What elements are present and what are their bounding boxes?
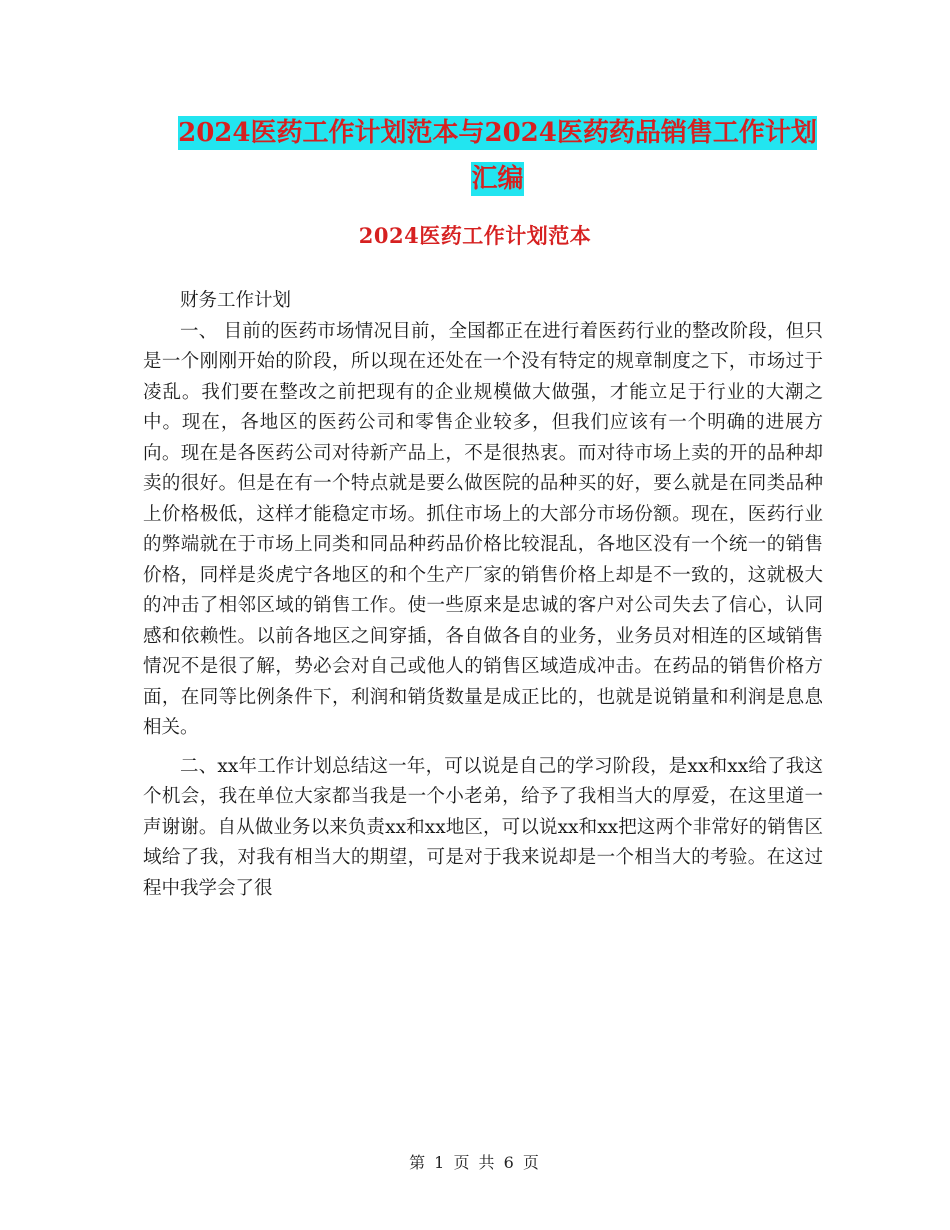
document-title bbox=[140, 110, 855, 202]
document-body bbox=[143, 286, 823, 904]
paragraph-finance-plan: 财务工作计划 bbox=[180, 290, 292, 311]
document-title-line1: 2024医药工作计划范本与2024医药药品销售工作计划 bbox=[178, 118, 817, 148]
document-title-line2: 汇编 bbox=[471, 164, 524, 194]
paragraph-market-situation: 一、 目前的医药市场情况目前，全国都正在进行着医药行业的整改阶段，但只是一个刚刚开始的阶段，所以现在还处在一个没有特定的规章制度之下，市场过于凌乱。我们要在整改之前把现有的企业规模做大做强，才能立足于行业的大潮之中。现在，各地区的医药公司和零售企业较多，但我们应该有一个明确的进展方向。现在是各医药公司对待新产品上，不是很热衷。而对待市场上卖的开的品种却卖的很好。但是在有一个特点就是要么做医院的品种买的好，要么就是在同类品种上价格极低，这样才能稳定市场。抓住市场上的大部分市场份额。现在，医药行业的弊端就在于市场上同类和同品种药品价格比较混乱，各地区没有一个统一的销售价格，同样是炎虎宁各地区的和个生产厂家的销售价格上却是不一致的，这就极大的冲击了相邻区域的销售工作。使一些原来是忠诚的客户对公司失去了信心，认同感和依赖性。以前各地区之间穿插，各自做各自的业务，业务员对相连的区域销售情况不是很了解，势必会对自己或他人的销售区域造成冲击。在药品的销售价格方面，在同等比例条件下，利润和销货数量是成正比的，也就是说销量和利润是息息相关。 bbox=[143, 320, 823, 738]
page-footer: 第 1 页 共 6 页 bbox=[409, 1153, 541, 1172]
section-heading: 2024医药工作计划范本 bbox=[358, 223, 592, 248]
paragraph-work-plan-summary: 二、xx年工作计划总结这一年，可以说是自己的学习阶段，是xx和xx给了我这个机会，我在单位大家都当我是一个小老弟，给予了我相当大的厚爱，在这里道一声谢谢。自从做业务以来负责xx和xx地区，可以说xx和xx把这两个非常好的销售区域给了我，对我有相当大的期望，可是对于我来说却是一个相当大的考验。在这过程中我学会了很 bbox=[143, 755, 823, 899]
